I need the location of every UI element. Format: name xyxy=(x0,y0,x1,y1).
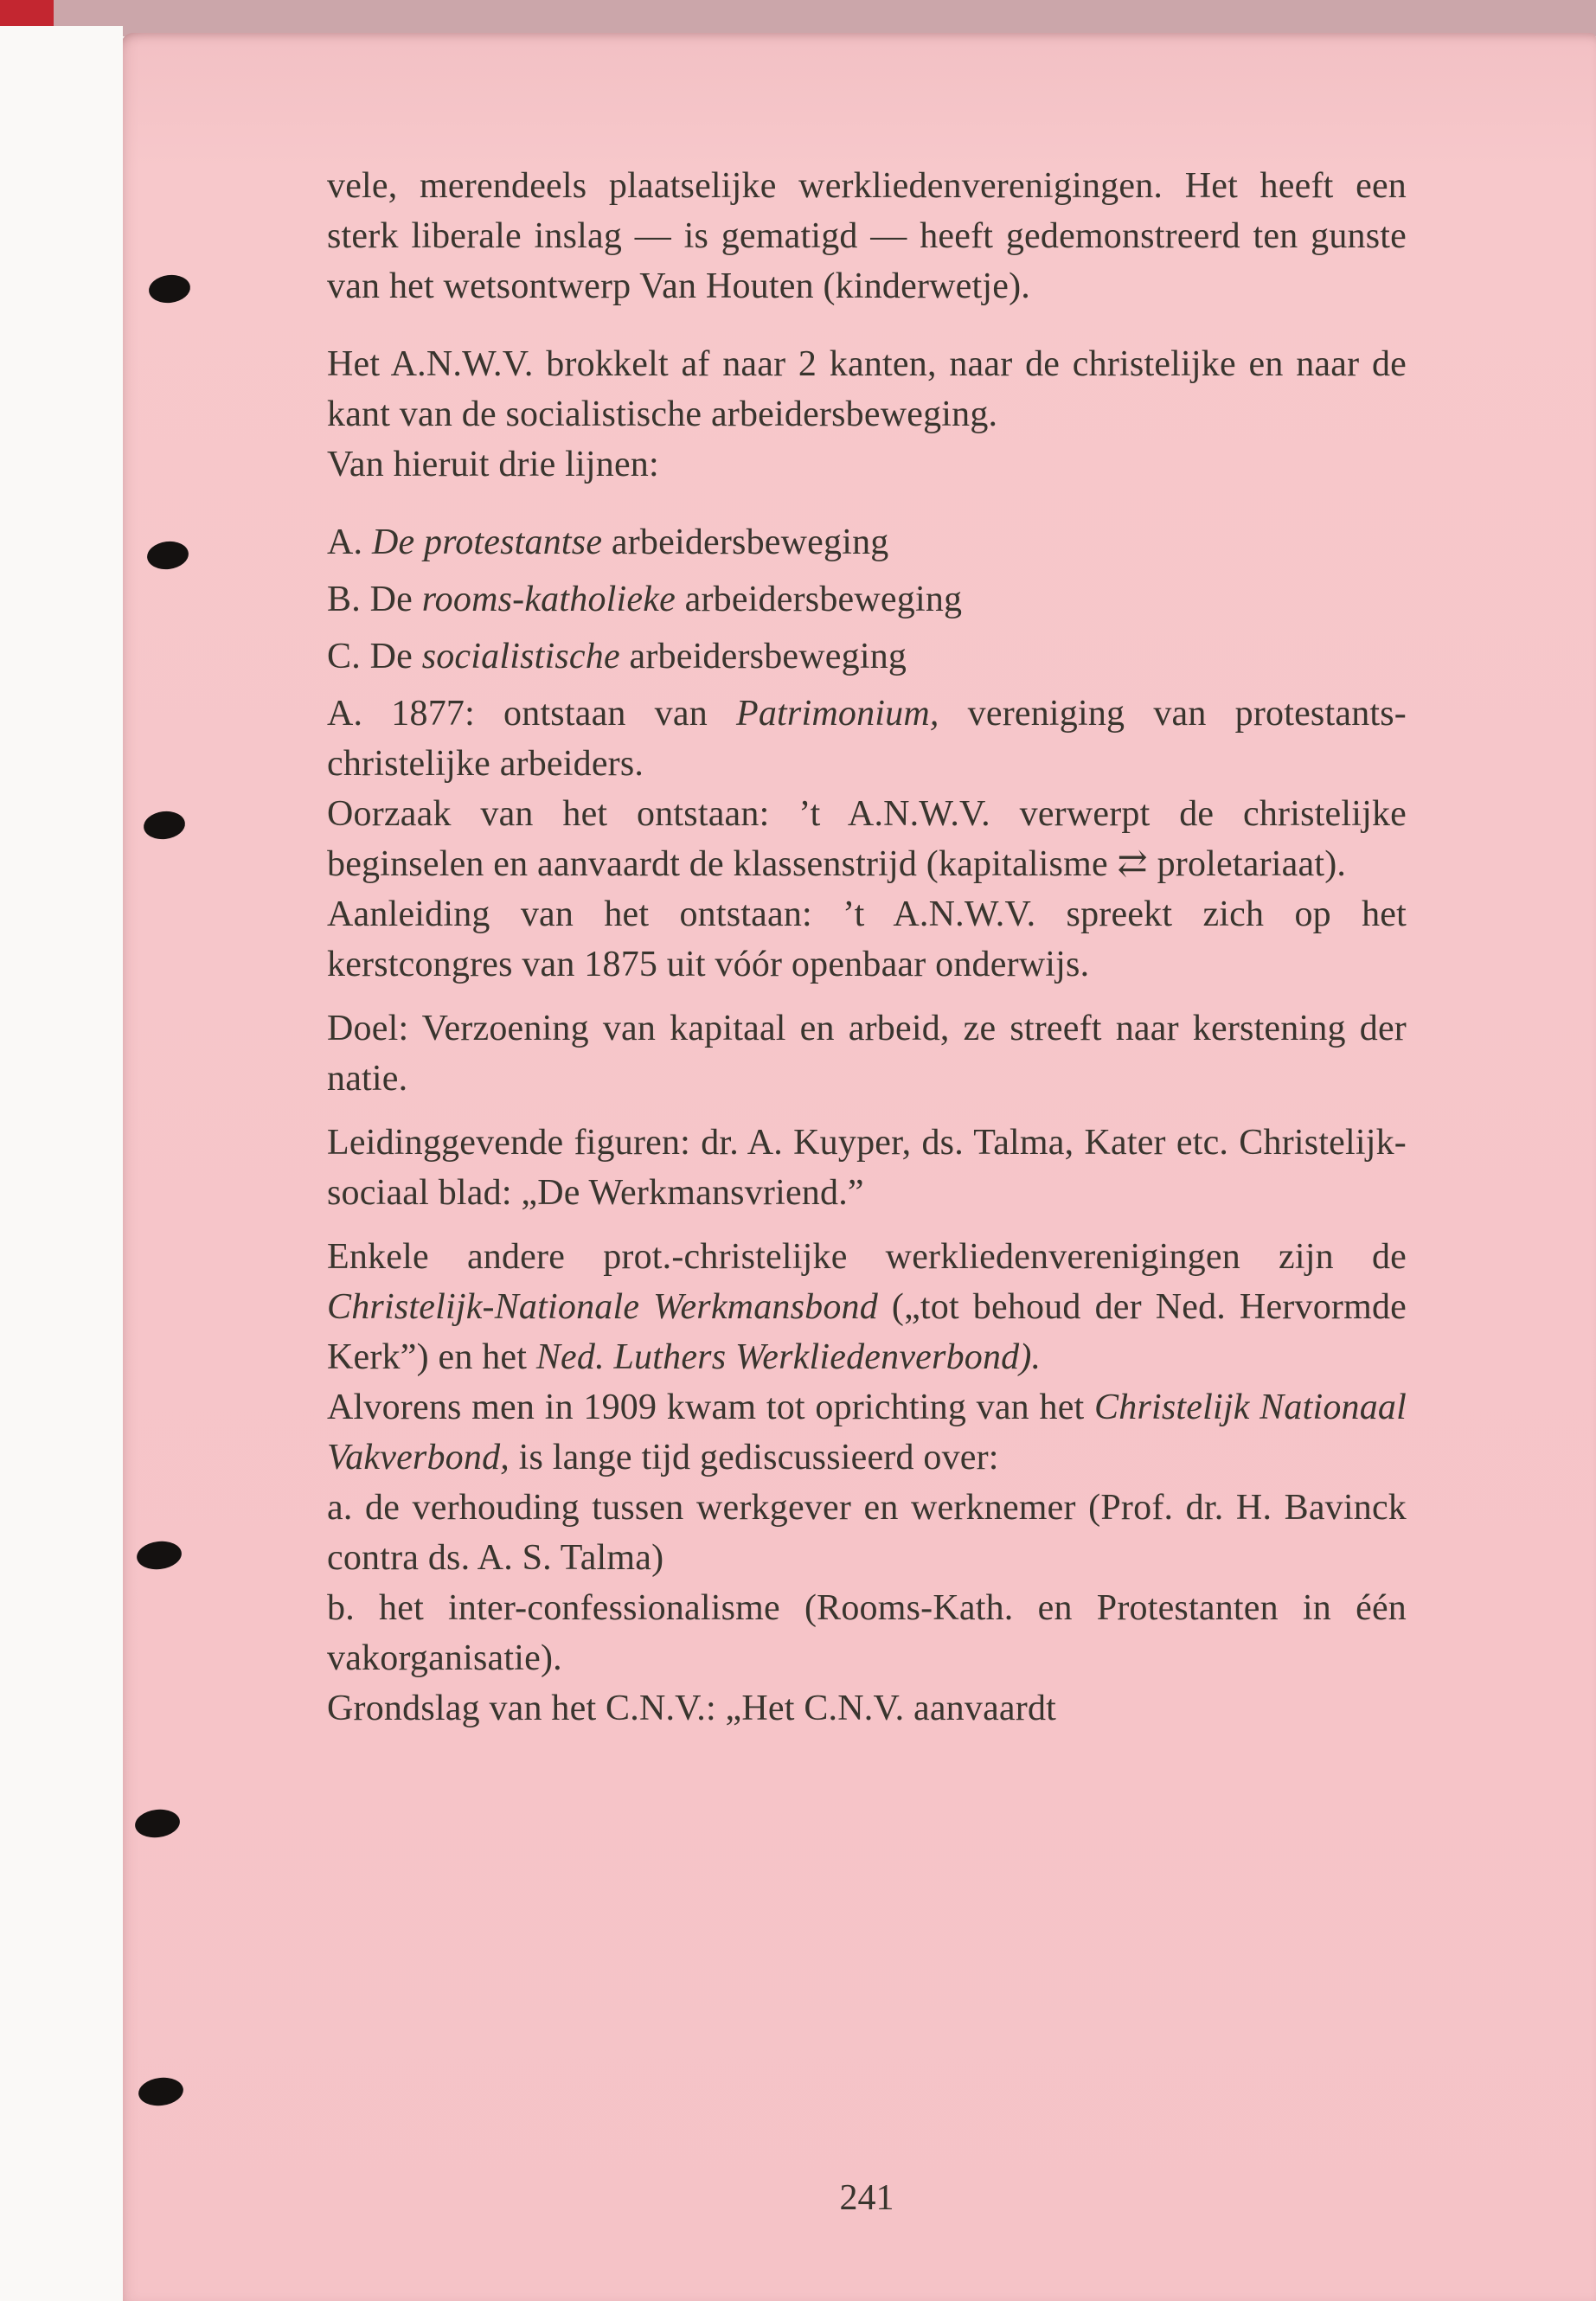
italic-text: Ned. Luthers Werkliedenverbond). xyxy=(535,1337,1042,1377)
paragraph xyxy=(327,574,1407,625)
body-text: („tot behoud der Ned. Hervormde Kerk”) en het xyxy=(327,1287,1407,1377)
body-text: arbeidersbeweging xyxy=(619,637,907,676)
paragraph xyxy=(327,439,1407,490)
page-number: 241 xyxy=(839,2178,894,2218)
body-text: B. De xyxy=(327,580,422,619)
paragraph xyxy=(327,631,1407,682)
body-text: arbeidersbeweging xyxy=(602,522,889,562)
body-text: Enkele andere prot.-christelijke werkliedenverenigingen zijn de xyxy=(327,1237,1407,1277)
paragraph xyxy=(327,889,1407,990)
body-text: Aanleiding van het ontstaan: ’t A.N.W.V. spreekt zich op het kerstcongres van 1875 uit vóór openbaar onderwijs. xyxy=(327,894,1407,984)
italic-text: De protestantse xyxy=(371,522,603,562)
body-text: vereniging van protestants-christelijke arbeiders. xyxy=(327,694,1407,784)
body-text: Doel: Verzoening van kapitaal en arbeid, ze streeft naar kerstening der natie. xyxy=(327,1009,1407,1099)
paragraph xyxy=(327,1118,1407,1218)
body-text: Van hieruit drie lijnen: xyxy=(327,445,659,484)
body-text: Leidinggevende figuren: dr. A. Kuyper, ds. Talma, Kater etc. Christelijk-sociaal blad: „De Werkmansvriend.” xyxy=(327,1123,1407,1213)
body-text: A. 1877: ontstaan van xyxy=(327,694,736,734)
cover-edge-band xyxy=(0,0,1596,36)
body-text: Alvorens men in 1909 kwam tot oprichting van het xyxy=(327,1388,1095,1427)
red-cover-corner xyxy=(0,0,54,26)
paragraph xyxy=(327,1683,1407,1734)
italic-text: Patrimonium, xyxy=(736,694,939,734)
paragraph xyxy=(327,161,1407,311)
body-text: Grondslag van het C.N.V.: „Het C.N.V. aanvaardt xyxy=(327,1689,1057,1728)
body-text: C. De xyxy=(327,637,422,676)
body-text: Oorzaak van het ontstaan: ’t A.N.W.V. verwerpt de christelijke beginselen en aanvaardt de klassenstrijd (kapitalisme ⇄ proletariaat). xyxy=(327,794,1407,884)
paragraph xyxy=(327,1483,1407,1583)
italic-text: Christelijk-Nationale Werkmansbond xyxy=(327,1287,878,1327)
body-text: arbeidersbeweging xyxy=(675,580,963,619)
body-text: is lange tijd gediscussieerd over: xyxy=(509,1438,999,1477)
paragraph xyxy=(327,1232,1407,1382)
italic-text: rooms-katholieke xyxy=(421,580,676,619)
scan-left-margin xyxy=(0,26,123,2301)
paragraph xyxy=(327,339,1407,439)
body-text: Het A.N.W.V. brokkelt af naar 2 kanten, naar de christelijke en naar de kant van de socialistische arbeidersbeweging. xyxy=(327,344,1407,434)
italic-text: socialistische xyxy=(421,637,620,676)
italic-text: Christelijk Nationaal Vakverbond, xyxy=(327,1388,1407,1477)
paragraph xyxy=(327,517,1407,567)
body-text: a. de verhouding tussen werkgever en werknemer (Prof. dr. H. Bavinck contra ds. A. S. Talma) xyxy=(327,1488,1407,1578)
paragraph xyxy=(327,1003,1407,1104)
body-text: A. xyxy=(327,522,372,562)
body-text: vele, merendeels plaatselijke werkliedenverenigingen. Het heeft een sterk liberale inslag — is gematigd — heeft gedemonstreerd ten gunste van het wetsontwerp Van Houten (kinderwetje). xyxy=(327,166,1407,306)
paragraph xyxy=(327,789,1407,889)
paragraph xyxy=(327,689,1407,789)
text-column xyxy=(327,161,1407,1734)
body-text: b. het inter-confessionalisme (Rooms-Kath. en Protestanten in één vakorganisatie). xyxy=(327,1588,1407,1678)
paragraph xyxy=(327,1583,1407,1683)
paragraph xyxy=(327,1382,1407,1483)
